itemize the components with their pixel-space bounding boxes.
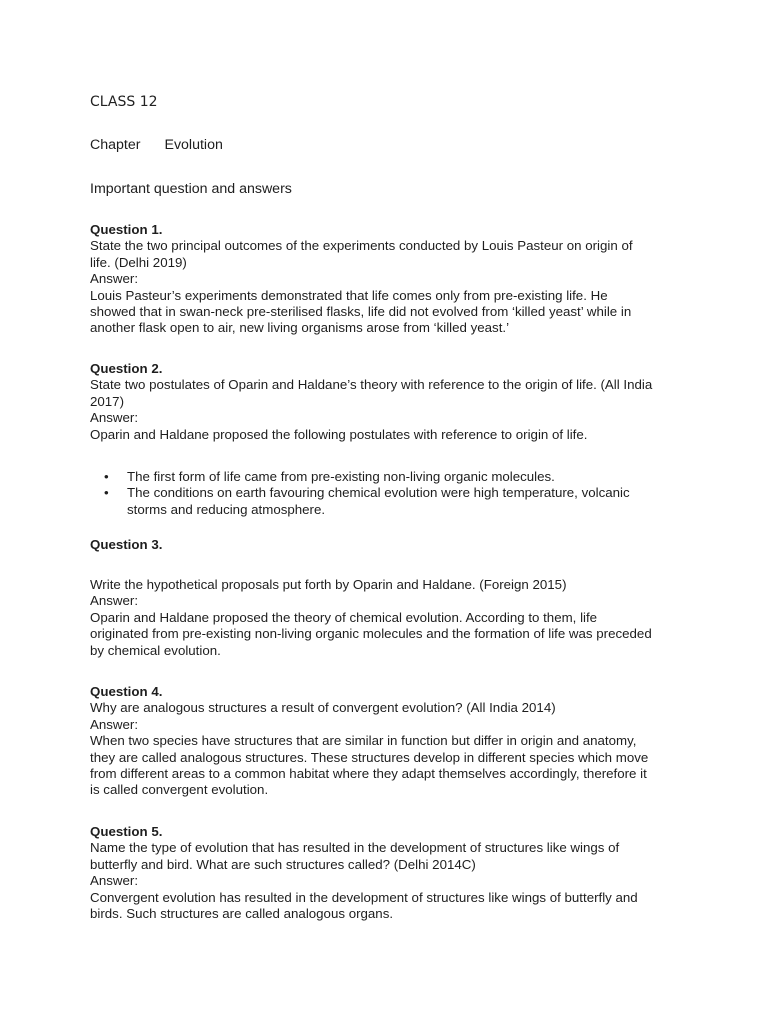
answer-text: Oparin and Haldane proposed the theory of chemical evolution. According to them, life originated from pre-existing non-living organic molecules and the formation of life was preceded by chemical evolution. [90,609,652,658]
question-text: Name the type of evolution that has resulted in the development of structures like wings of butterfly and bird. What are such structures called? (Delhi 2014C) [90,840,620,872]
chapter-value: Evolution [164,137,223,153]
answer-text: Oparin and Haldane proposed the following postulates with reference to origin of life. [90,426,588,442]
answer-label: Answer: [90,410,139,426]
question-block-3-body [90,577,690,659]
question-heading: Question 3. [90,537,163,552]
answer-text: Convergent evolution has resulted in the development of structures like wings of butterfly and birds. Such structures are called analogous organs. [90,889,638,922]
question-heading: Question 5. [90,824,163,839]
answer-label: Answer: [90,873,139,889]
question-heading: Question 2. [90,361,163,376]
list-item [90,469,690,485]
answer-text: Louis Pasteur’s experiments demonstrated that life comes only from pre-existing life. He showed that in swan-neck pre-sterilised flasks, life did not evolved from ‘killed yeast’ while in another flask open to air, new living organisms arose from ‘killed yeast.’ [90,287,632,336]
list-item-text: The conditions on earth favouring chemical evolution were high temperature, volcanic storms and reducing atmosphere. [127,485,630,517]
chapter-label: Chapter [90,137,141,153]
question-block-3 [90,537,690,553]
question-text: State the two principal outcomes of the experiments conducted by Louis Pasteur on origin of life. (Delhi 2019) [90,238,633,270]
question-block-1 [90,222,690,337]
answer-text: When two species have structures that are similar in function but differ in origin and anatomy, they are called analogous structures. These structures develop in different species which move from different areas to a common habitat where they adapt themselves accordingly, therefore it is called convergent evolution. [90,733,649,798]
chapter-line [90,136,223,154]
question-block-2 [90,361,690,443]
question-block-4 [90,684,690,799]
list-item-text: The first form of life came from pre-existing non-living organic molecules. [127,469,555,484]
list-item [90,485,690,518]
document-subtitle: Important question and answers [90,181,292,197]
class-title: CLASS 12 [90,94,158,110]
question-text: State two postulates of Oparin and Haldane’s theory with reference to the origin of life. (All India 2017) [90,377,653,409]
answer-label: Answer: [90,593,139,609]
bullet-icon: • [104,485,109,501]
answer-label: Answer: [90,271,139,287]
answer-label: Answer: [90,716,139,732]
question-heading: Question 1. [90,222,163,237]
answer-bullet-list [90,469,690,518]
question-block-5 [90,824,690,922]
bullet-icon: • [104,469,109,484]
question-heading: Question 4. [90,684,163,699]
question-text: Write the hypothetical proposals put forth by Oparin and Haldane. (Foreign 2015) [90,577,567,592]
question-text: Why are analogous structures a result of convergent evolution? (All India 2014) [90,700,556,716]
